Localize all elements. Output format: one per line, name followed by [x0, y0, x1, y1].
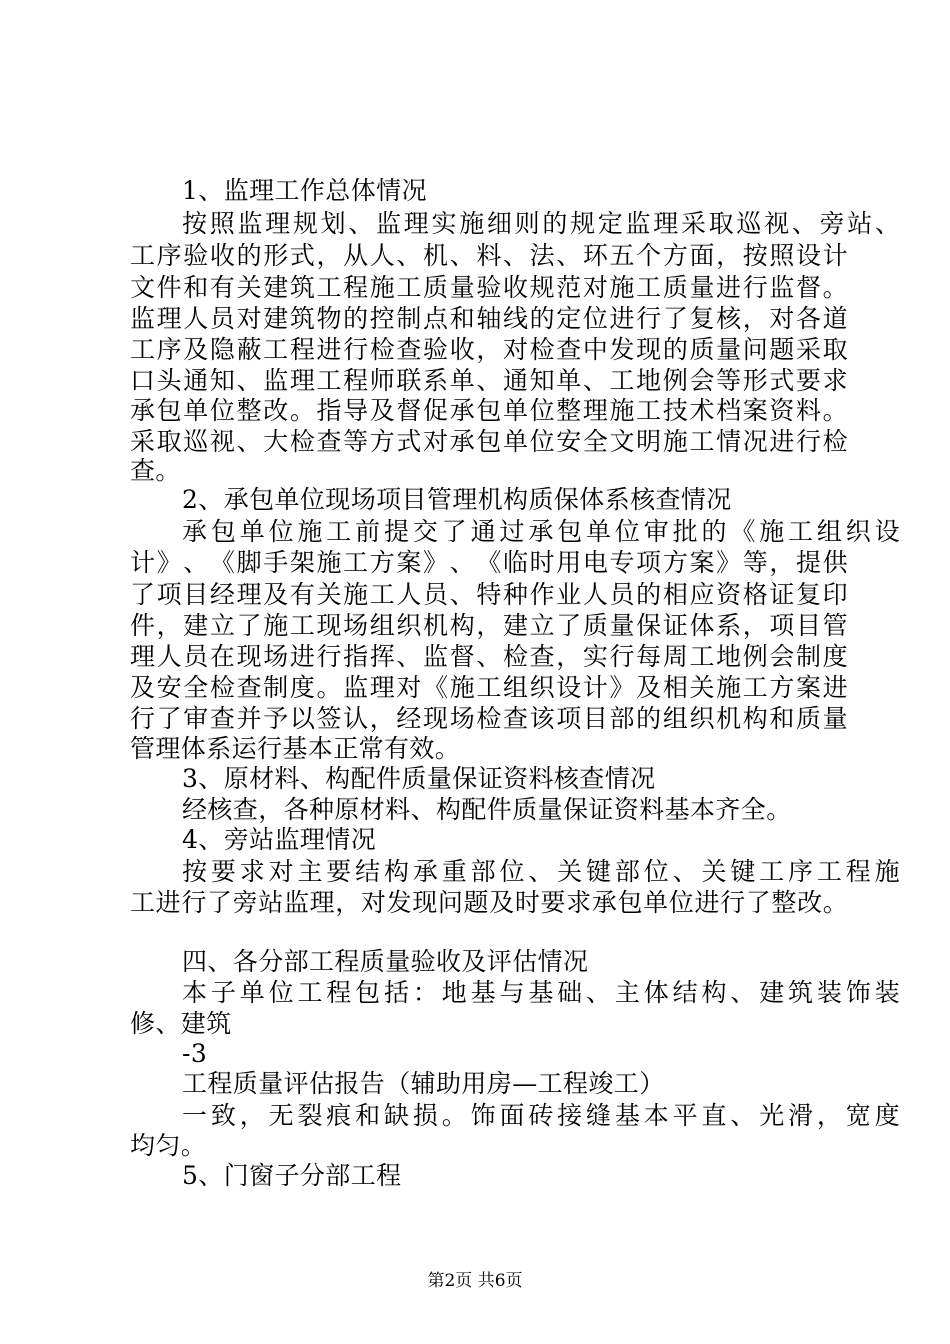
heading-2: 2、承包单位现场项目管理机构质保体系核查情况 [182, 485, 732, 514]
paragraph-line: 监 理 人 员 对 建 筑 物 的 控 制 点 和 轴 线 的 定 位 进 行 了 复 核 ， 对 各 道 [130, 304, 848, 333]
paragraph-line: 口 头 通 知 、 监 理 工 程 师 联 系 单 、 通 知 单 、 工 地 例 会 等 形 式 要 求 [130, 366, 848, 395]
paragraph-line: 理 人 员 在 现 场 进 行 指 挥 、 监 督 、 检 查 ， 实 行 每 周 工 地 例 会 制 度 [130, 642, 848, 671]
paragraph-line: 文 件 和 有 关 建 筑 工 程 施 工 质 量 验 收 规 范 对 施 工 质 量 进 行 监 督 。 [130, 273, 848, 302]
paragraph-line: 本 子 单 位 工 程 包 括 ： 地 基 与 基 础 、 主 体 结 构 、 建 筑 装 饰 装 [182, 978, 900, 1007]
paragraph-line: 及 安 全 检 查 制 度 。 监 理 对 《 施 工 组 织 设 计 》 及 相 关 施 工 方 案 进 [130, 673, 848, 702]
heading-1: 1、监理工作总体情况 [182, 176, 427, 205]
paragraph-line: 工 进 行 了 旁 站 监 理 ， 对 发 现 问 题 及 时 要 求 承 包 单 位 进 行 了 整 改 。 [130, 888, 848, 917]
paragraph-line: 采 取 巡 视 、 大 检 查 等 方 式 对 承 包 单 位 安 全 文 明 施 工 情 况 进 行 检 [130, 427, 848, 456]
heading-4: 4、旁站监理情况 [182, 825, 377, 854]
paragraph-line: 一 致 ， 无 裂 痕 和 缺 损 。 饰 面 砖 接 缝 基 本 平 直 、 光 滑 ， 宽 度 [182, 1101, 900, 1130]
page-footer: 第2页 共6页 [427, 1271, 523, 1291]
paragraph-line: 了 项 目 经 理 及 有 关 施 工 人 员 、 特 种 作 业 人 员 的 相 应 资 格 证 复 印 [130, 580, 848, 609]
paragraph-line: 行 了 审 查 并 予 以 签 认 ， 经 现 场 检 查 该 项 目 部 的 组 织 机 构 和 质 量 [130, 704, 848, 733]
paragraph-line: 工 序 验 收 的 形 式 ， 从 人 、 机 、 料 、 法 、 环 五 个 方 面 ， 按 照 设 计 [130, 241, 848, 270]
paragraph-line: 工 序 及 隐 蔽 工 程 进 行 检 查 验 收 ， 对 检 查 中 发 现 的 质 量 问 题 采 取 [130, 335, 848, 364]
paragraph-line: 承 包 单 位 整 改 。 指 导 及 督 促 承 包 单 位 整 理 施 工 技 术 档 案 资 料 。 [130, 396, 848, 425]
paragraph-line: 经核查，各种原材料、构配件质量保证资料基本齐全。 [182, 795, 792, 824]
paragraph-line: 按 照 监 理 规 划 、 监 理 实 施 细 则 的 规 定 监 理 采 取 巡 视 、 旁 站 、 [182, 209, 900, 238]
paragraph-line: 按 要 求 对 主 要 结 构 承 重 部 位 、 关 键 部 位 、 关 键 工 序 工 程 施 [182, 857, 900, 886]
paragraph-line: 管理体系运行基本正常有效。 [130, 734, 461, 763]
paragraph-line: 查。 [130, 456, 181, 485]
paragraph-line: 计 》 、 《 脚 手 架 施 工 方 案 》 、 《 临 时 用 电 专 项 方 案 》 等 ， 提 供 [130, 548, 848, 577]
running-header: 工程质量评估报告（辅助用房—工程竣工） [182, 1069, 665, 1098]
paragraph-line: 均匀。 [130, 1131, 207, 1160]
heading-3: 3、原材料、构配件质量保证资料核查情况 [182, 764, 656, 793]
page-marker: -3 [182, 1039, 208, 1068]
paragraph-line: 修、建筑 [130, 1009, 232, 1038]
section-heading: 四、各分部工程质量验收及评估情况 [182, 947, 589, 976]
heading-5: 5、门窗子分部工程 [182, 1161, 402, 1190]
paragraph-line: 承 包 单 位 施 工 前 提 交 了 通 过 承 包 单 位 审 批 的 《 施 工 组 织 设 [182, 517, 900, 546]
paragraph-line: 件 ， 建 立 了 施 工 现 场 组 织 机 构 ， 建 立 了 质 量 保 证 体 系 ， 项 目 管 [130, 611, 848, 640]
